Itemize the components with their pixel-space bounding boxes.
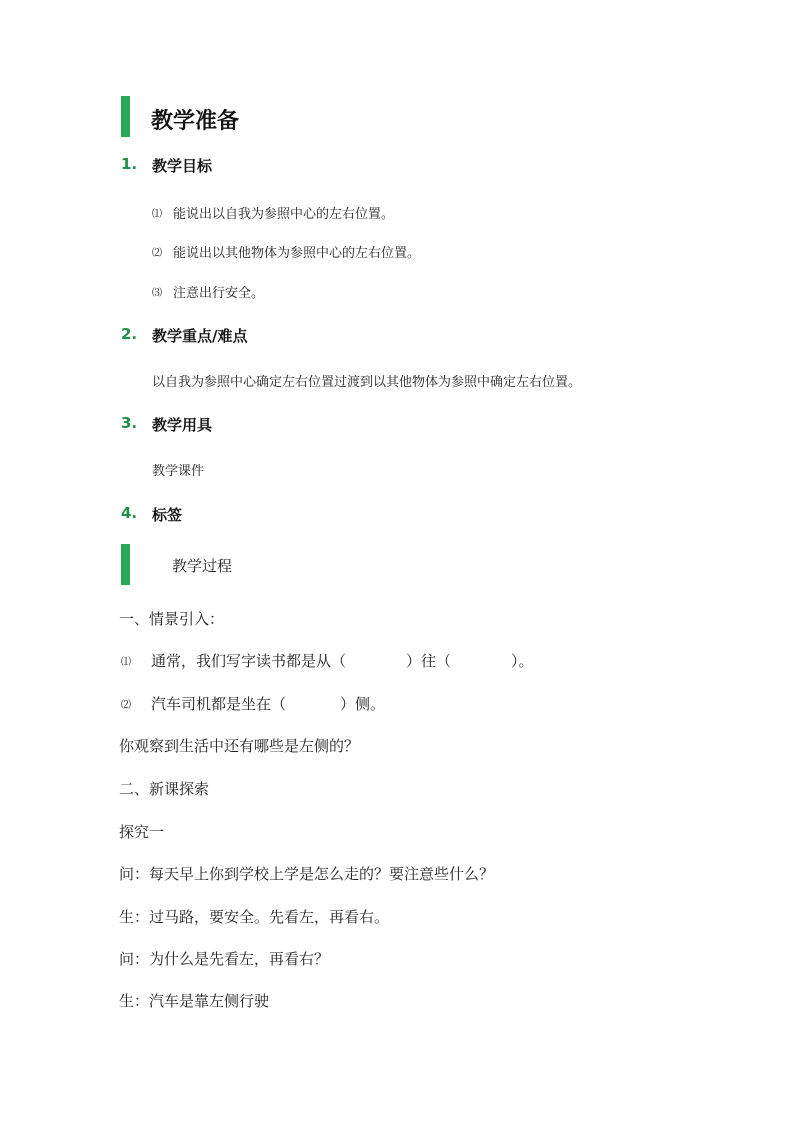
subitem-marker: ⑶ [152,288,162,299]
question-text [151,650,534,671]
explore-subheading: 探究一 [119,823,165,841]
dialog-line: 生：汽车是靠左侧行驶 [119,992,270,1010]
item-number: 2. [121,325,138,343]
question-marker: ⑵ [121,700,131,711]
item-heading: 教学重点/难点 [152,327,248,345]
question-part: ）。 [511,652,534,670]
dialog-line: 问：为什么是先看左，再看右？ [119,950,330,968]
question-part: ）往（ [406,652,452,670]
section-title: 教学过程 [172,557,233,575]
dialog-line: 问：每天早上你到学校上学是怎么走的？要注意些什么？ [119,865,495,883]
section-title: 教学准备 [151,109,240,134]
explore-heading: 二、新课探索 [119,780,210,798]
subitem-text: 能说出以其他物体为参照中心的左右位置。 [173,246,421,261]
question-text [151,693,385,714]
question-part: 通常，我们写字读书都是从（ [151,652,347,670]
subitem-marker: ⑴ [152,209,162,220]
item-heading: 教学目标 [152,157,213,175]
item-content: 教学课件 [152,464,205,479]
item-heading: 标签 [152,506,183,524]
observe-question: 你观察到生活中还有哪些是左侧的？ [119,737,360,755]
section-accent-bar [121,544,130,585]
dialog-line: 生：过马路，要安全。先看左，再看右。 [119,908,390,926]
item-number: 4. [121,504,138,522]
item-content: 以自我为参照中心确定左右位置过渡到以其他物体为参照中确定左右位置。 [152,375,582,390]
item-number: 1. [121,155,138,173]
section-accent-bar [121,96,130,137]
subitem-text: 注意出行安全。 [173,286,265,301]
item-heading: 教学用具 [152,416,213,434]
intro-heading: 一、情景引入： [119,610,225,628]
subitem-text: 能说出以自我为参照中心的左右位置。 [173,207,395,222]
question-marker: ⑴ [121,657,131,668]
question-part: 汽车司机都是坐在（ [151,695,287,713]
question-part: ）侧。 [340,695,386,713]
subitem-marker: ⑵ [152,248,162,259]
item-number: 3. [121,414,138,432]
